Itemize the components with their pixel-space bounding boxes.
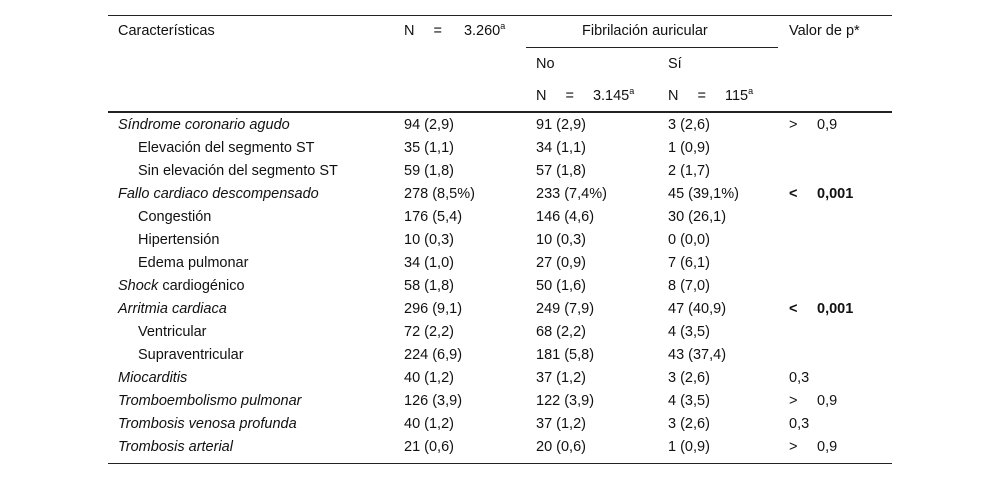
- p-operator: <: [789, 186, 798, 202]
- cell-si: 3 (2,6): [668, 416, 710, 432]
- header-n-total-label: N: [404, 23, 415, 39]
- row-label: Fallo cardiaco descompensado: [118, 186, 319, 202]
- cell-si: 8 (7,0): [668, 278, 710, 294]
- cell-si: 1 (0,9): [668, 140, 710, 156]
- p-number: 0,001: [817, 301, 854, 317]
- cell-si: 2 (1,7): [668, 163, 710, 179]
- cell-n-total: 59 (1,8): [404, 163, 454, 179]
- header-fibrilacion: Fibrilación auricular: [582, 23, 708, 39]
- row-label: Tromboembolismo pulmonar: [118, 393, 302, 409]
- cell-si: 30 (26,1): [668, 209, 727, 225]
- cell-no: 122 (3,9): [536, 393, 595, 409]
- cell-no: 34 (1,1): [536, 140, 586, 156]
- cell-n-total: 126 (3,9): [404, 393, 463, 409]
- p-number: 0,001: [817, 186, 854, 202]
- cell-si: 45 (39,1%): [668, 186, 739, 202]
- cell-no: 146 (4,6): [536, 209, 595, 225]
- row-sublabel: Congestión: [138, 209, 212, 225]
- cell-n-total: 58 (1,8): [404, 278, 454, 294]
- header-n-total-eq: =: [433, 23, 442, 39]
- table-bottom-rule: [108, 463, 892, 464]
- cell-n-total: 278 (8,5%): [404, 186, 475, 202]
- header-n-si-label: N: [668, 88, 679, 104]
- row-label: Arritmia cardiaca: [118, 301, 227, 317]
- cell-no: 20 (0,6): [536, 439, 586, 455]
- cell-no: 37 (1,2): [536, 370, 586, 386]
- row-label: Trombosis arterial: [118, 439, 233, 455]
- header-n-no-sup: a: [629, 86, 635, 96]
- cell-n-total: 40 (1,2): [404, 370, 454, 386]
- p-operator: >: [789, 117, 798, 133]
- cell-n-total: 35 (1,1): [404, 140, 454, 156]
- cell-n-total: 94 (2,9): [404, 117, 454, 133]
- cell-no: 233 (7,4%): [536, 186, 607, 202]
- header-n-total: [404, 22, 505, 40]
- cell-si: 4 (3,5): [668, 393, 710, 409]
- row-label-italic: Shock: [118, 278, 159, 294]
- cell-p-value: [789, 438, 837, 456]
- table-top-rule: [108, 15, 892, 16]
- p-number: 0,3: [789, 416, 810, 432]
- p-number: 0,9: [817, 439, 838, 455]
- row-sublabel: Hipertensión: [138, 232, 220, 248]
- header-n-no-value: 3.145: [592, 88, 630, 104]
- header-n-si-sup: a: [748, 86, 754, 96]
- cell-no: 10 (0,3): [536, 232, 586, 248]
- cell-n-total: 21 (0,6): [404, 439, 454, 455]
- cell-n-total: 34 (1,0): [404, 255, 454, 271]
- header-n-si-eq: =: [697, 88, 706, 104]
- cell-p-value: [789, 185, 853, 203]
- p-number: 0,9: [817, 117, 838, 133]
- row-label-rest: cardiogénico: [158, 278, 245, 294]
- fibrilacion-underline: [526, 47, 778, 48]
- row-label: [118, 277, 245, 295]
- cell-si: 3 (2,6): [668, 370, 710, 386]
- row-label: Síndrome coronario agudo: [118, 117, 290, 133]
- cell-si: 4 (3,5): [668, 324, 710, 340]
- header-n-total-sup: a: [500, 21, 506, 31]
- header-valor-p: Valor de p*: [789, 23, 860, 39]
- cell-n-total: 296 (9,1): [404, 301, 463, 317]
- cell-n-total: 40 (1,2): [404, 416, 454, 432]
- cell-si: 7 (6,1): [668, 255, 710, 271]
- row-sublabel: Ventricular: [138, 324, 207, 340]
- cell-no: 27 (0,9): [536, 255, 586, 271]
- header-n-no-eq: =: [565, 88, 574, 104]
- cell-no: 57 (1,8): [536, 163, 586, 179]
- header-n-no-label: N: [536, 88, 547, 104]
- cell-p-value: [789, 415, 809, 433]
- header-caracteristicas: Características: [118, 23, 215, 39]
- row-sublabel: Elevación del segmento ST: [138, 140, 315, 156]
- cell-p-value: [789, 300, 853, 318]
- header-n-si-value: 115: [724, 88, 749, 104]
- cell-no: 68 (2,2): [536, 324, 586, 340]
- cell-si: 0 (0,0): [668, 232, 710, 248]
- cell-p-value: [789, 369, 809, 387]
- header-bottom-rule: [108, 111, 892, 113]
- cell-no: 181 (5,8): [536, 347, 595, 363]
- p-operator: <: [789, 301, 798, 317]
- header-no: No: [536, 56, 555, 72]
- cell-no: 91 (2,9): [536, 117, 586, 133]
- p-number: 0,3: [789, 370, 810, 386]
- header-si: Sí: [668, 56, 682, 72]
- cell-si: 47 (40,9): [668, 301, 727, 317]
- p-operator: >: [789, 439, 798, 455]
- header-n-no: [536, 87, 634, 105]
- cell-n-total: 176 (5,4): [404, 209, 463, 225]
- row-sublabel: Supraventricular: [138, 347, 244, 363]
- p-number: 0,9: [817, 393, 838, 409]
- p-operator: >: [789, 393, 798, 409]
- cell-si: 3 (2,6): [668, 117, 710, 133]
- cell-n-total: 224 (6,9): [404, 347, 463, 363]
- header-n-total-value: 3.260: [463, 23, 501, 39]
- cell-no: 50 (1,6): [536, 278, 586, 294]
- header-n-si: [668, 87, 753, 105]
- row-sublabel: Sin elevación del segmento ST: [138, 163, 338, 179]
- cell-si: 43 (37,4): [668, 347, 727, 363]
- cell-n-total: 10 (0,3): [404, 232, 454, 248]
- cell-p-value: [789, 392, 837, 410]
- row-label: Trombosis venosa profunda: [118, 416, 297, 432]
- cell-si: 1 (0,9): [668, 439, 710, 455]
- row-sublabel: Edema pulmonar: [138, 255, 249, 271]
- cell-p-value: [789, 116, 837, 134]
- cell-no: 249 (7,9): [536, 301, 595, 317]
- cell-n-total: 72 (2,2): [404, 324, 454, 340]
- row-label: Miocarditis: [118, 370, 188, 386]
- cell-no: 37 (1,2): [536, 416, 586, 432]
